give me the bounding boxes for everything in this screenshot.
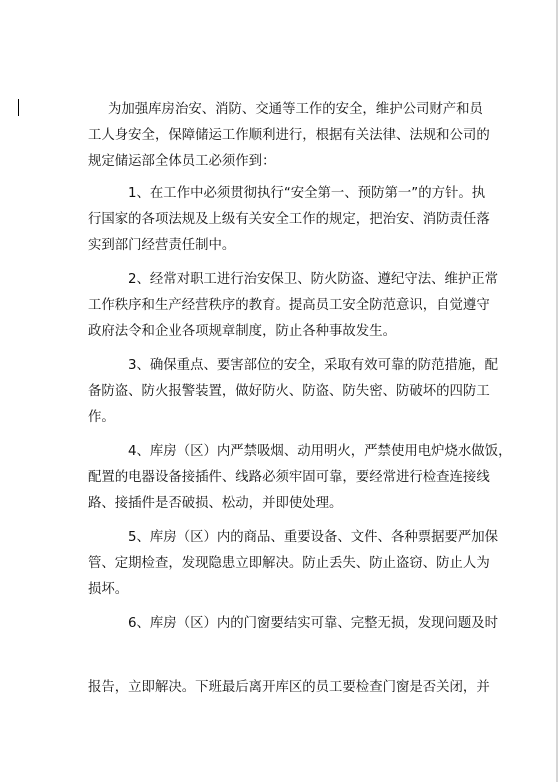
text-line: 路、接插件是否破损、松动，并即使处理。 (88, 496, 343, 511)
text-line: 6、库房（区）内的门窗要结实可靠、完整无损，发现问题及时 (128, 616, 499, 631)
text-line: 为加强库房治安、消防、交通等工作的安全，维护公司财产和员 (108, 102, 483, 117)
text-line: 配置的电器设备接插件、线路必须牢固可靠，要经常进行检查连接线 (88, 470, 490, 485)
text-line: 工人身安全，保障储运工作顺利进行，根据有关法律、法规和公司的 (88, 128, 490, 143)
text-cursor (18, 99, 19, 116)
text-line: 作。 (88, 410, 115, 425)
text-line: 备防盗、防火报警装置，做好防火、防盗、防失密、防破坏的四防工 (88, 384, 490, 399)
text-line: 5、库房（区）内的商品、重要设备、文件、各种票据要严加保 (128, 530, 499, 545)
text-line: 工作秩序和生产经营秩序的教育。提高员工安全防范意识，自觉遵守 (88, 298, 490, 313)
text-line: 1、在工作中必须贯彻执行“安全第一、预防第一”的方针。执 (128, 186, 486, 201)
text-line: 规定储运部全体员工必须作到： (88, 154, 276, 169)
text-line: 政府法令和企业各项规章制度，防止各种事故发生。 (88, 324, 396, 339)
text-line: 4、库房（区）内严禁吸烟、动用明火，严禁使用电炉烧水做饭， (128, 444, 512, 459)
text-line: 2、经常对职工进行治安保卫、防火防盗、遵纪守法、维护正常 (128, 272, 499, 287)
text-line: 行国家的各项法规及上级有关安全工作的规定，把治安、消防责任落 (88, 212, 490, 227)
text-line: 3、确保重点、要害部位的安全，采取有效可靠的防范措施，配 (128, 358, 499, 373)
text-line: 管、定期检查，发现隐患立即解决。防止丢失、防止盗窃、防止人为 (88, 556, 490, 571)
text-line: 损坏。 (88, 582, 129, 597)
text-line: 报告，立即解决。下班最后离开库区的员工要检查门窗是否关闭，并 (88, 680, 490, 695)
text-line: 实到部门经营责任制中。 (88, 238, 236, 253)
